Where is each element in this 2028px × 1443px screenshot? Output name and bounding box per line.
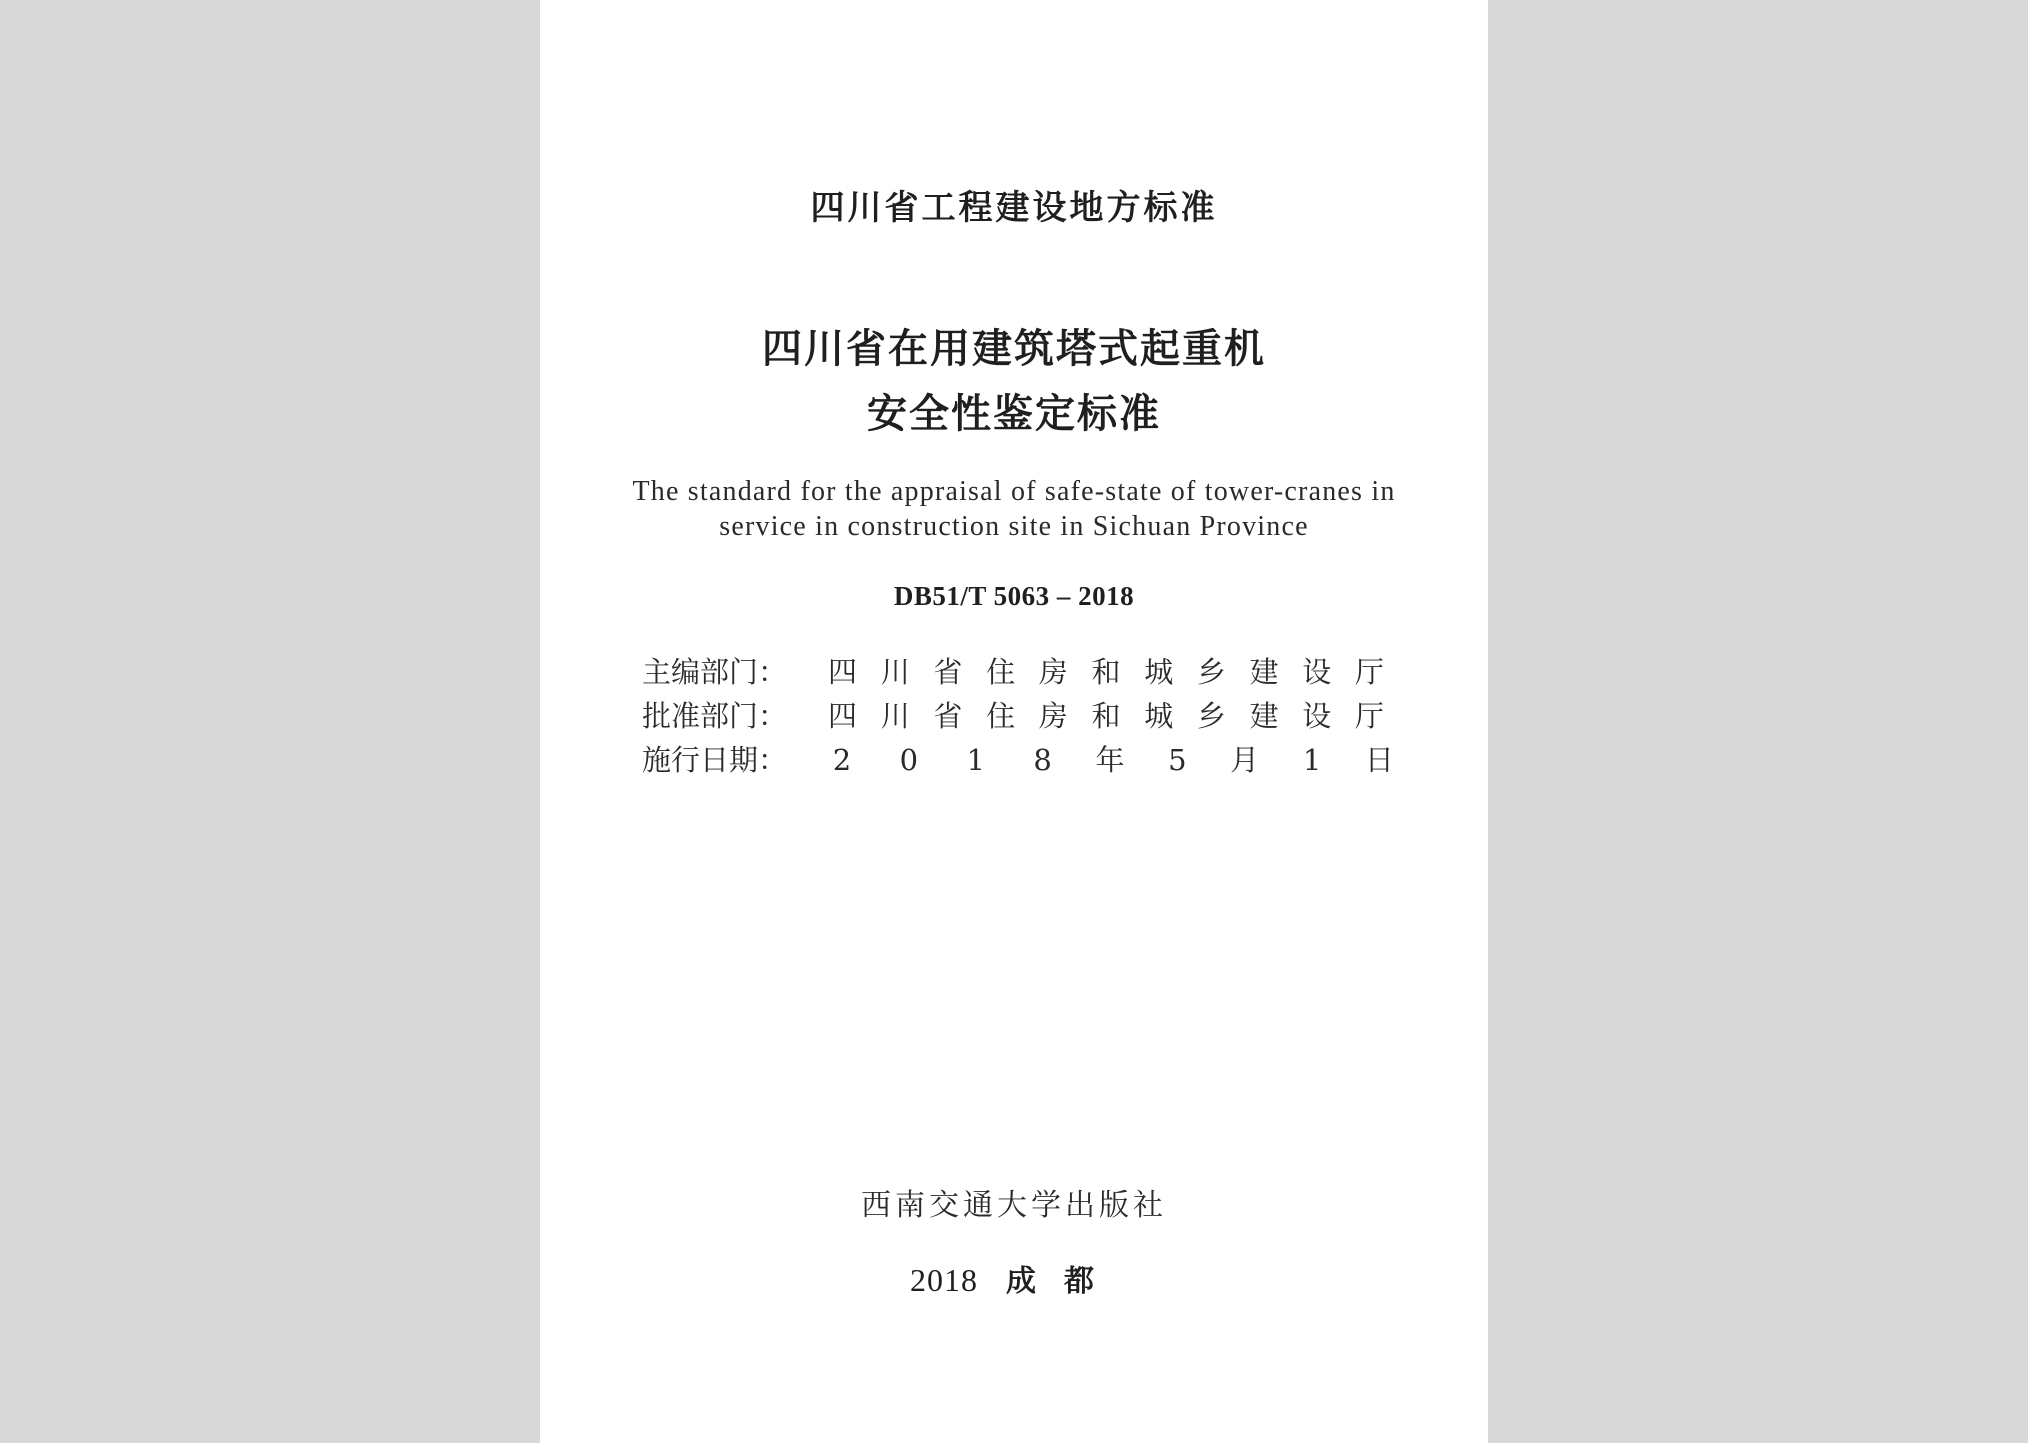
publication-place bbox=[910, 1256, 1122, 1300]
publication-city: 成都 bbox=[1006, 1264, 1122, 1299]
approver-value: 四川省住房和城乡建设厅 bbox=[828, 699, 1390, 733]
standard-series: 四川省工程建设地方标准 bbox=[810, 188, 1218, 228]
publication-year: 2018 bbox=[910, 1262, 978, 1298]
date-part: 年 bbox=[1095, 743, 1125, 777]
title-line-1: 四川省在用建筑塔式起重机 bbox=[762, 326, 1266, 372]
cover-page bbox=[540, 0, 1488, 1443]
date-label: 施行日期： bbox=[642, 743, 788, 777]
date-part: 1 bbox=[966, 743, 985, 777]
date-part: 5 bbox=[1168, 743, 1187, 777]
date-part: 8 bbox=[1033, 743, 1052, 777]
editor-label: 主编部门： bbox=[642, 655, 788, 689]
english-title-line-1: The standard for the appraisal of safe-state of tower-cranes in bbox=[632, 476, 1396, 507]
date-part: 2 bbox=[832, 743, 852, 777]
approver-row bbox=[642, 694, 1402, 738]
date-part: 日 bbox=[1364, 743, 1394, 777]
info-block bbox=[642, 650, 1402, 782]
approver-label: 批准部门： bbox=[642, 699, 788, 733]
english-title-line-2: service in construction site in Sichuan Province bbox=[719, 511, 1309, 542]
publisher: 西南交通大学出版社 bbox=[861, 1188, 1167, 1223]
date-row bbox=[642, 738, 1402, 782]
editor-value: 四川省住房和城乡建设厅 bbox=[828, 655, 1390, 689]
date-value bbox=[828, 738, 1394, 782]
date-part: 月 bbox=[1230, 743, 1260, 777]
standard-code: DB51/T 5063 – 2018 bbox=[893, 581, 1135, 611]
title-line-2: 安全性鉴定标准 bbox=[867, 391, 1161, 437]
date-part: 1 bbox=[1302, 743, 1322, 777]
editor-row bbox=[642, 650, 1402, 694]
date-part: 0 bbox=[899, 743, 919, 777]
